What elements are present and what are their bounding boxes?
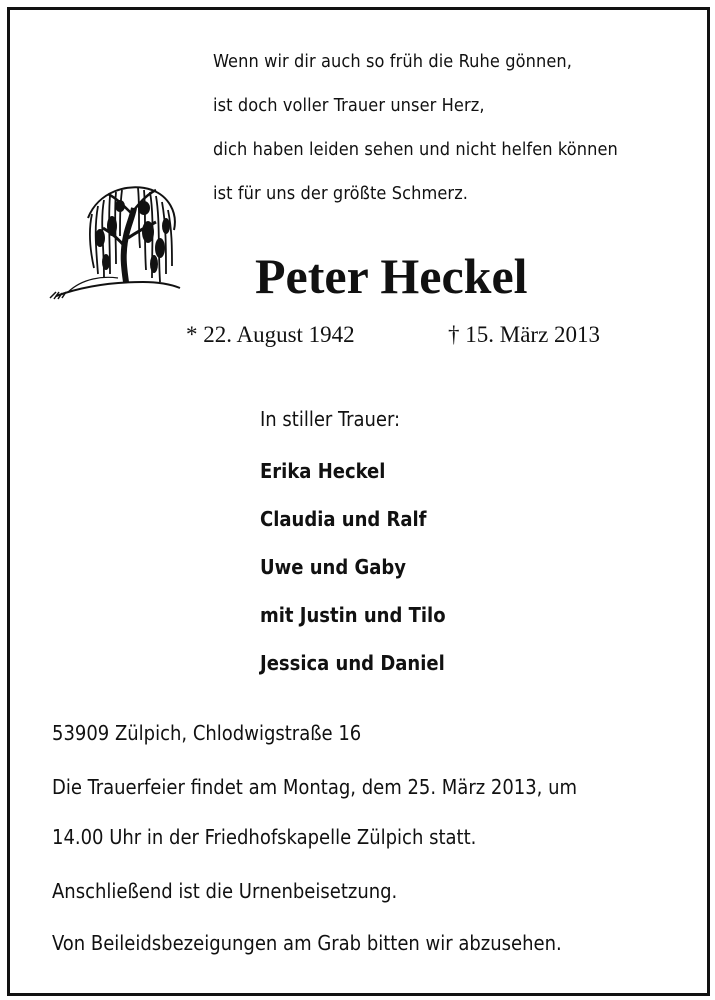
birth-date: * 22. August 1942 [186, 322, 355, 347]
death-date: † 15. März 2013 [448, 322, 601, 347]
mourner-name: Jessica und Daniel [260, 651, 445, 675]
mourner-name: Uwe und Gaby [260, 555, 406, 579]
service-line-1: Die Trauerfeier findet am Montag, dem 25. März 2013, um [52, 775, 578, 799]
deceased-name: Peter Heckel [255, 248, 528, 304]
mourner-name: Erika Heckel [260, 459, 386, 483]
service-line-2: 14.00 Uhr in der Friedhofskapelle Zülpich statt. [52, 825, 477, 849]
mourners-intro: In stiller Trauer: [260, 407, 401, 431]
mourner-name: Claudia und Ralf [260, 507, 427, 531]
poem-line-4: ist für uns der größte Schmerz. [213, 183, 469, 204]
poem-line-3: dich haben leiden sehen und nicht helfen können [213, 139, 618, 160]
mourner-name: mit Justin und Tilo [260, 603, 446, 627]
address: 53909 Zülpich, Chlodwigstraße 16 [52, 721, 362, 745]
condolences-note: Von Beileidsbezeigungen am Grab bitten wir abzusehen. [52, 931, 562, 955]
poem-line-1: Wenn wir dir auch so früh die Ruhe gönnen, [213, 51, 572, 72]
weeping-willow-icon [48, 178, 183, 308]
obituary-notice [7, 7, 710, 996]
burial-note: Anschließend ist die Urnenbeisetzung. [52, 879, 398, 903]
poem-line-2: ist doch voller Trauer unser Herz, [213, 95, 485, 116]
